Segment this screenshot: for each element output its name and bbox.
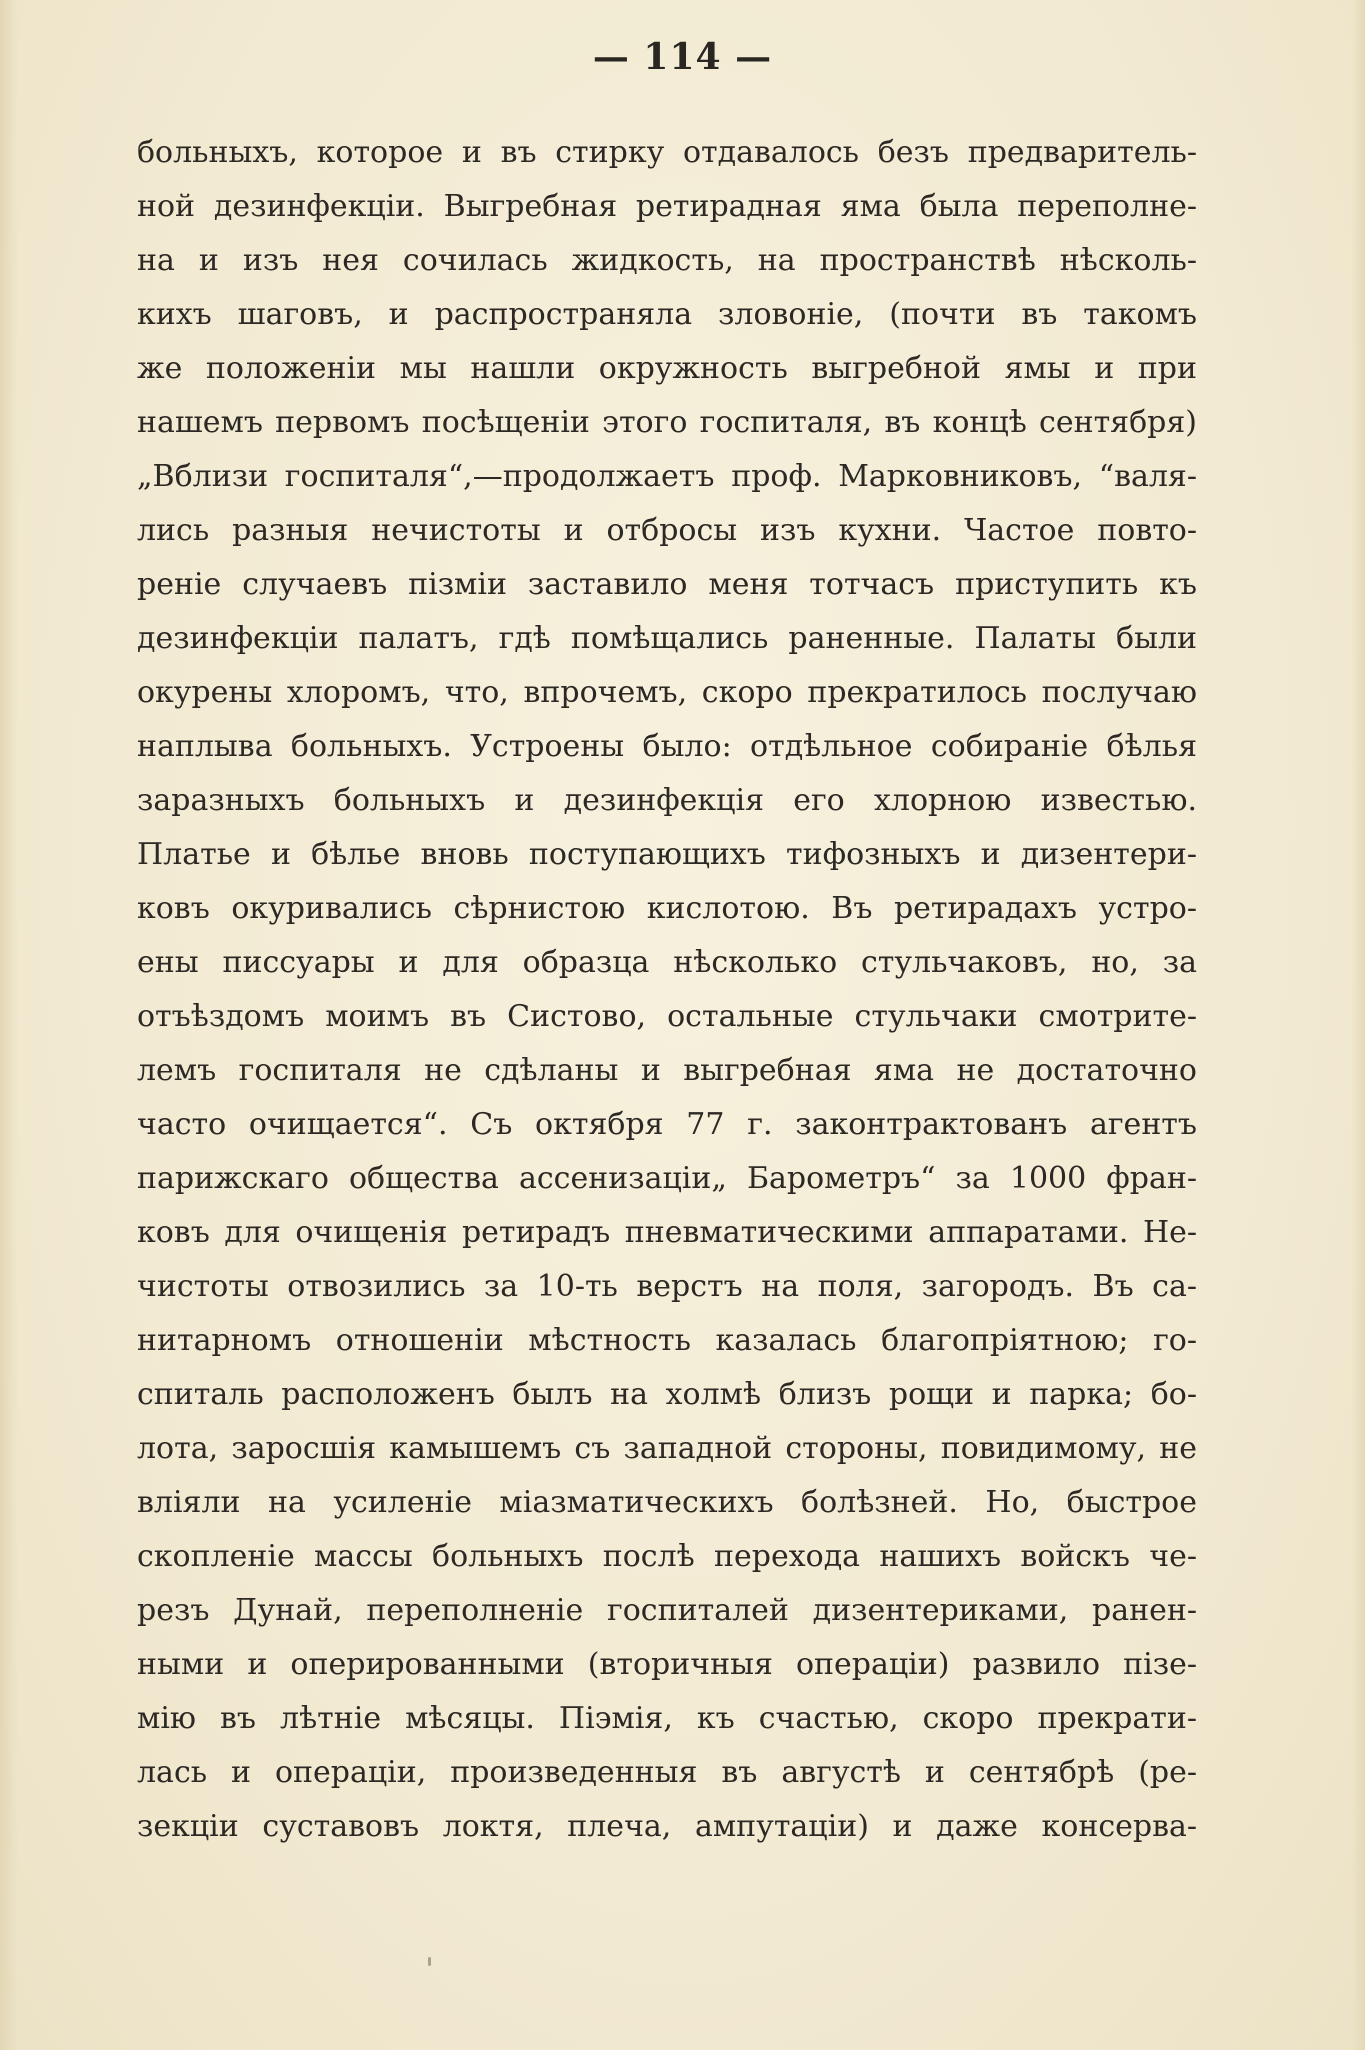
text-line: спиталь расположенъ былъ на холмѣ близъ рощи и парка; бо-: [137, 1377, 1197, 1412]
text-line: на и изъ нея сочилась жидкость, на пространствѣ нѣсколь-: [137, 243, 1197, 278]
text-line: кихъ шаговъ, и распространяла зловоніе, (почти въ такомъ: [137, 297, 1197, 332]
text-line: резъ Дунай, переполненіе госпиталей дизентериками, ранен-: [137, 1593, 1197, 1628]
text-line: ковъ для очищенія ретирадъ пневматическими аппаратами. Не-: [137, 1215, 1197, 1250]
text-line: скопленіе массы больныхъ послѣ перехода нашихъ войскъ че-: [137, 1539, 1197, 1574]
page-number: — 114 —: [592, 36, 773, 78]
page-edge-shadow-right: [1351, 0, 1365, 2050]
text-line: часто очищается“. Съ октября 77 г. законтрактованъ агентъ: [137, 1107, 1197, 1142]
text-line: лота, заросшія камышемъ съ западной стороны, повидимому, не: [137, 1431, 1197, 1466]
text-line: же положеніи мы нашли окружность выгребной ямы и при: [137, 351, 1197, 386]
body-text: [137, 126, 1197, 1854]
text-line: мію въ лѣтніе мѣсяцы. Піэмія, къ счастью, скоро прекрати-: [137, 1701, 1197, 1736]
text-line: Платье и бѣлье вновь поступающихъ тифозныхъ и дизентери-: [137, 837, 1197, 872]
text-line: зекціи суставовъ локтя, плеча, ампутаціи) и даже консерва-: [137, 1809, 1197, 1844]
text-line: лись разныя нечистоты и отбросы изъ кухни. Частое повто-: [137, 513, 1197, 548]
text-line: наплыва больныхъ. Устроены было: отдѣльное собираніе бѣлья: [137, 729, 1197, 764]
text-line: лась и операціи, произведенныя въ августѣ и сентябрѣ (ре-: [137, 1755, 1197, 1790]
text-line: нитарномъ отношеніи мѣстность казалась благопріятною; го-: [137, 1323, 1197, 1358]
text-line: отъѣздомъ моимъ въ Систово, остальные стульчаки смотрите-: [137, 999, 1197, 1034]
text-line: парижскаго общества ассенизаціи„ Барометръ“ за 1000 фран-: [137, 1161, 1197, 1196]
text-line: заразныхъ больныхъ и дезинфекція его хлорною известью.: [137, 783, 1197, 818]
text-line: дезинфекціи палатъ, гдѣ помѣщались раненные. Палаты были: [137, 621, 1197, 656]
text-line: ены писсуары и для образца нѣсколько стульчаковъ, но, за: [137, 945, 1197, 980]
paper-speck: [428, 1957, 431, 1966]
text-line: „Вблизи госпиталя“,—продолжаетъ проф. Марковниковъ, “валя-: [137, 459, 1197, 494]
text-line: больныхъ, которое и въ стирку отдавалось безъ предваритель-: [137, 135, 1197, 170]
text-line: лемъ госпиталя не сдѣланы и выгребная яма не достаточно: [137, 1053, 1197, 1088]
text-line: ковъ окуривались сѣрнистою кислотою. Въ ретирадахъ устро-: [137, 891, 1197, 926]
text-line: чистоты отвозились за 10-ть верстъ на поля, загородъ. Въ са-: [137, 1269, 1197, 1304]
page-edge-shadow-left: [0, 0, 18, 2050]
text-line: реніе случаевъ пізміи заставило меня тотчасъ приступить къ: [137, 567, 1197, 602]
text-line: вліяли на усиленіе міазматическихъ болѣзней. Но, быстрое: [137, 1485, 1197, 1520]
text-line: ной дезинфекціи. Выгребная ретирадная яма была переполне-: [137, 189, 1197, 224]
text-line: ными и оперированными (вторичныя операціи) развило пізе-: [137, 1647, 1197, 1682]
text-line: окурены хлоромъ, что, впрочемъ, скоро прекратилось послучаю: [137, 675, 1197, 710]
text-line: нашемъ первомъ посѣщеніи этого госпиталя, въ концѣ сентября): [137, 405, 1197, 440]
